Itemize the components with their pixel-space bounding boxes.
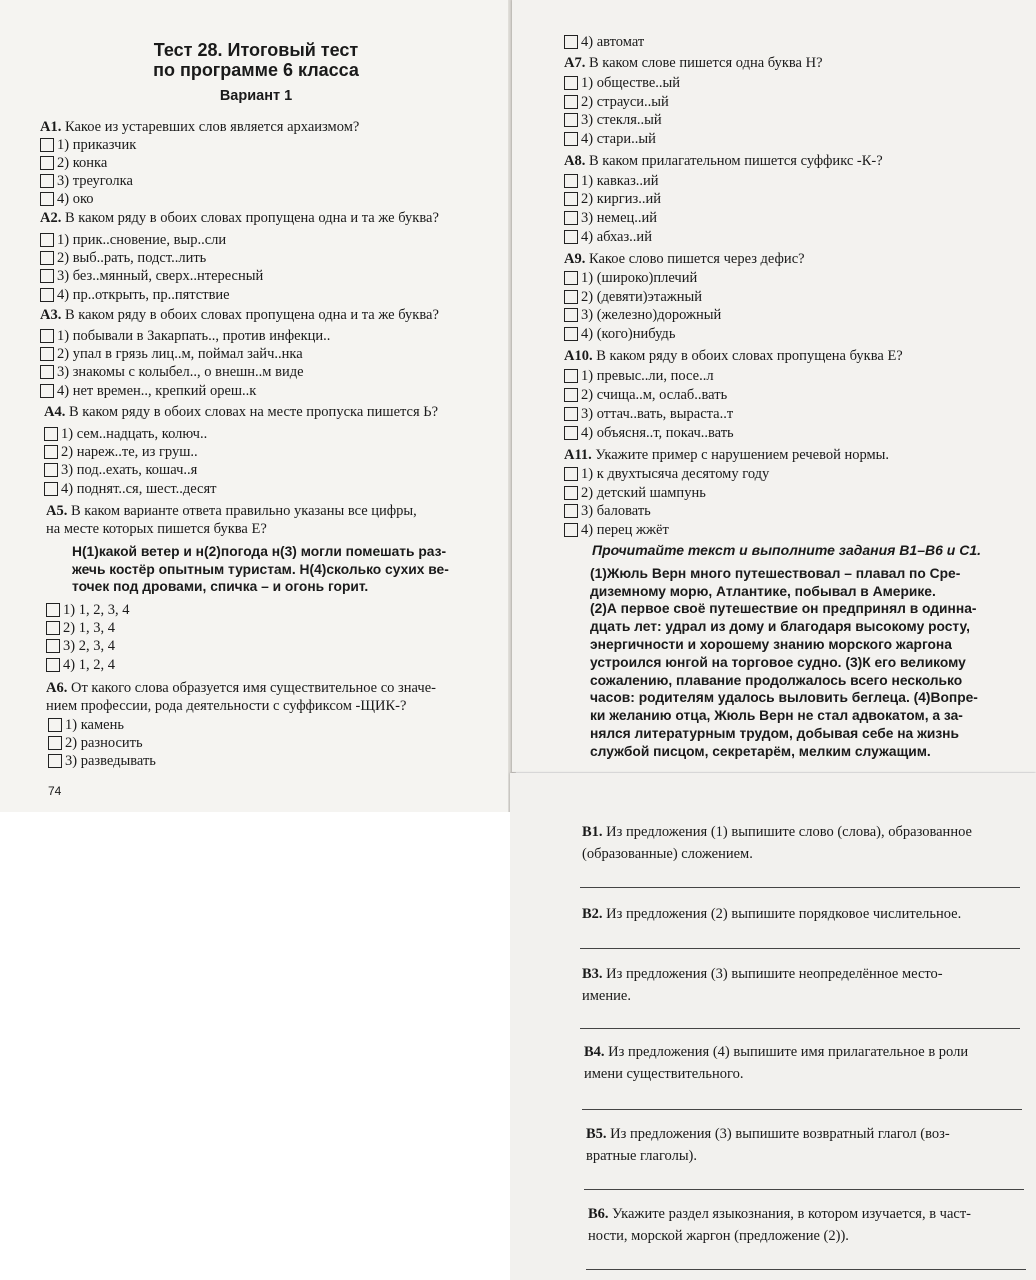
option-a2-1[interactable]: 1) прик..сновение, выр..сли <box>40 231 226 249</box>
option-a11-2[interactable]: 2) детский шампунь <box>564 484 706 502</box>
checkbox[interactable] <box>564 95 578 109</box>
question-a2: A2. В каком ряду в обоих словах пропущена одна и та же буква? <box>40 210 439 226</box>
checkbox[interactable] <box>564 211 578 225</box>
text-line-6: устроился юнгой на торговое судно. (3)К его великому <box>590 655 966 670</box>
option-a3-2[interactable]: 2) упал в грязь лиц..м, поймал зайч..нка <box>40 345 303 363</box>
answer-line-b5[interactable] <box>584 1189 1024 1190</box>
option-a4-1[interactable]: 1) сем..надцать, колюч.. <box>44 425 207 443</box>
option-a8-4[interactable]: 4) абхаз..ий <box>564 228 652 246</box>
option-a1-1[interactable]: 1) приказчик <box>40 136 136 154</box>
checkbox[interactable] <box>40 269 54 283</box>
question-a9: A9. Какое слово пишется через дефис? <box>564 251 805 267</box>
right-page <box>512 0 1036 772</box>
checkbox[interactable] <box>564 113 578 127</box>
checkbox[interactable] <box>564 407 578 421</box>
checkbox[interactable] <box>564 76 578 90</box>
option-a1-2[interactable]: 2) конка <box>40 154 107 172</box>
checkbox[interactable] <box>564 35 578 49</box>
option-a9-4[interactable]: 4) (кого)нибудь <box>564 325 675 343</box>
option-a11-3[interactable]: 3) баловать <box>564 502 651 520</box>
option-a4-4[interactable]: 4) поднят..ся, шест..десят <box>44 480 216 498</box>
question-b5: В5. Из предложения (3) выпишите возвратный глагол (воз- вратные глаголы). <box>586 1126 950 1164</box>
checkbox[interactable] <box>48 736 62 750</box>
a5-sentence-line1: Н(1)какой ветер и н(2)погода н(3) могли помешать раз- <box>72 544 447 559</box>
option-a2-4[interactable]: 4) пр..открыть, пр..пятствие <box>40 286 230 304</box>
question-a7: A7. В каком слове пишется одна буква Н? <box>564 55 823 71</box>
checkbox[interactable] <box>40 384 54 398</box>
text-line-4: дцать лет: удрал из дому и благодаря высокому росту, <box>590 619 970 634</box>
option-a11-4[interactable]: 4) перец жжёт <box>564 521 669 539</box>
option-a8-1[interactable]: 1) кавказ..ий <box>564 172 659 190</box>
text-line-3: (2)А первое своё путешествие он предпринял в одинна- <box>590 601 977 616</box>
option-a3-1[interactable]: 1) побывали в Закарпать.., против инфекци.. <box>40 327 330 345</box>
checkbox[interactable] <box>564 369 578 383</box>
checkbox[interactable] <box>564 426 578 440</box>
checkbox[interactable] <box>564 132 578 146</box>
option-a6-1[interactable]: 1) камень <box>48 716 124 734</box>
checkbox[interactable] <box>564 327 578 341</box>
checkbox[interactable] <box>564 290 578 304</box>
question-a4: A4. В каком ряду в обоих словах на месте пропуска пишется Ь? <box>44 404 439 420</box>
checkbox[interactable] <box>46 658 60 672</box>
checkbox[interactable] <box>44 427 58 441</box>
checkbox[interactable] <box>40 347 54 361</box>
option-a7-2[interactable]: 2) страуси..ый <box>564 93 669 111</box>
option-a4-2[interactable]: 2) нареж..те, из груш.. <box>44 443 198 461</box>
option-a6-4[interactable]: 4) автомат <box>564 33 644 51</box>
option-a7-3[interactable]: 3) стекля..ый <box>564 111 662 129</box>
checkbox[interactable] <box>564 486 578 500</box>
answer-line-b1[interactable] <box>580 887 1020 888</box>
left-page <box>0 0 512 812</box>
checkbox[interactable] <box>48 754 62 768</box>
checkbox[interactable] <box>48 718 62 732</box>
option-a9-2[interactable]: 2) (девяти)этажный <box>564 288 702 306</box>
text-line-7: сожалению, плавание продолжалось всего несколько <box>590 673 963 688</box>
option-a7-1[interactable]: 1) обществе..ый <box>564 74 680 92</box>
checkbox[interactable] <box>40 365 54 379</box>
option-a10-1[interactable]: 1) превыс..ли, посе..л <box>564 367 714 385</box>
question-b1: В1. Из предложения (1) выпишите слово (слова), образованное (образованные) сложением. <box>582 824 972 862</box>
page-number: 74 <box>48 784 62 798</box>
option-a9-3[interactable]: 3) (железно)дорожный <box>564 306 721 324</box>
option-a7-4[interactable]: 4) стари..ый <box>564 130 656 148</box>
question-a11: A11. Укажите пример с нарушением речевой нормы. <box>564 447 890 463</box>
empty-area <box>0 812 510 1280</box>
option-a5-3[interactable]: 3) 2, 3, 4 <box>46 637 115 655</box>
text-line-10: нялся литературным трудом, добывая себе на жизнь <box>590 726 959 741</box>
checkbox[interactable] <box>40 156 54 170</box>
checkbox[interactable] <box>40 192 54 206</box>
checkbox[interactable] <box>40 174 54 188</box>
option-a2-2[interactable]: 2) выб..рать, подст..лить <box>40 249 206 267</box>
option-a10-2[interactable]: 2) счища..м, ослаб..вать <box>564 386 727 404</box>
question-b4: В4. Из предложения (4) выпишите имя прилагательное в роли имени существительного. <box>584 1044 969 1082</box>
answer-line-b4[interactable] <box>582 1109 1022 1110</box>
checkbox[interactable] <box>40 233 54 247</box>
option-a6-2[interactable]: 2) разносить <box>48 734 143 752</box>
answer-line-b3[interactable] <box>580 1028 1020 1029</box>
option-a3-4[interactable]: 4) нет времен.., крепкий ореш..к <box>40 382 256 400</box>
option-a11-1[interactable]: 1) к двухтысяча десятому году <box>564 465 769 483</box>
checkbox[interactable] <box>44 482 58 496</box>
checkbox[interactable] <box>564 230 578 244</box>
variant-label: Вариант 1 <box>219 88 293 104</box>
checkbox[interactable] <box>564 308 578 322</box>
checkbox[interactable] <box>40 329 54 343</box>
option-a5-4[interactable]: 4) 1, 2, 4 <box>46 656 115 674</box>
question-a10: A10. В каком ряду в обоих словах пропущена буква Е? <box>564 348 903 364</box>
checkbox[interactable] <box>564 174 578 188</box>
checkbox[interactable] <box>564 388 578 402</box>
text-line-1: (1)Жюль Верн много путешествовал – плавал по Сре- <box>590 566 961 581</box>
checkbox[interactable] <box>564 271 578 285</box>
question-a3: A3. В каком ряду в обоих словах пропущена одна и та же буква? <box>40 307 439 323</box>
option-a9-1[interactable]: 1) (широко)плечий <box>564 269 697 287</box>
text-line-8: часов: родителям удалось выловить беглеца. (4)Вопре- <box>590 690 978 705</box>
checkbox[interactable] <box>44 445 58 459</box>
question-b3: В3. Из предложения (3) выпишите неопределённое место- имение. <box>582 966 943 1004</box>
checkbox[interactable] <box>46 603 60 617</box>
question-a5-cont: на месте которых пишется буква Е? <box>46 521 267 537</box>
option-a5-2[interactable]: 2) 1, 3, 4 <box>46 619 115 637</box>
option-a1-4[interactable]: 4) око <box>40 190 94 208</box>
option-a2-3[interactable]: 3) без..мянный, сверх..нтересный <box>40 267 263 285</box>
test-title: Тест 28. Итоговый тест <box>153 40 359 60</box>
test-subtitle: по программе 6 класса <box>153 60 359 80</box>
checkbox[interactable] <box>46 621 60 635</box>
checkbox[interactable] <box>564 192 578 206</box>
question-a6: A6. От какого слова образуется имя существительное со значе- <box>46 680 436 696</box>
checkbox[interactable] <box>40 288 54 302</box>
option-a6-3[interactable]: 3) разведывать <box>48 752 156 770</box>
a5-sentence-line3: точек под дровами, спичка – и огонь горит. <box>72 579 369 594</box>
option-a3-3[interactable]: 3) знакомы с колыбел.., о внешн..м виде <box>40 363 304 381</box>
checkbox[interactable] <box>564 504 578 518</box>
text-line-5: энергичности и хорошему знанию морского жаргона <box>590 637 952 652</box>
option-a4-3[interactable]: 3) под..ехать, кошач..я <box>44 461 197 479</box>
checkbox[interactable] <box>564 523 578 537</box>
answer-line-b6[interactable] <box>586 1269 1026 1270</box>
option-a8-3[interactable]: 3) немец..ий <box>564 209 657 227</box>
question-b2: В2. Из предложения (2) выпишите порядковое числительное. <box>582 906 962 922</box>
a5-sentence-line2: жечь костёр опытным туристам. Н(4)сколько сухих ве- <box>72 562 449 577</box>
question-a1: A1. Какое из устаревших слов является архаизмом? <box>40 119 360 135</box>
question-a8: A8. В каком прилагательном пишется суффикс -К-? <box>564 153 883 169</box>
option-a1-3[interactable]: 3) треуголка <box>40 172 133 190</box>
checkbox[interactable] <box>40 251 54 265</box>
checkbox[interactable] <box>40 138 54 152</box>
checkbox[interactable] <box>44 463 58 477</box>
option-a8-2[interactable]: 2) киргиз..ий <box>564 190 661 208</box>
text-line-9: ки желанию отца, Жюль Верн не стал адвокатом, а за- <box>590 708 963 723</box>
answer-line-b2[interactable] <box>580 948 1020 949</box>
reading-instruction: Прочитайте текст и выполните задания В1–В6 и С1. <box>592 542 982 558</box>
checkbox[interactable] <box>564 467 578 481</box>
checkbox[interactable] <box>46 639 60 653</box>
option-a10-3[interactable]: 3) оттач..вать, выраста..т <box>564 405 733 423</box>
option-a5-1[interactable]: 1) 1, 2, 3, 4 <box>46 601 129 619</box>
text-line-2: диземному морю, Атлантике, побывал в Америке. <box>590 584 936 599</box>
question-a6-cont: нием профессии, рода деятельности с суффиксом -ЩИК-? <box>46 698 407 714</box>
text-line-11: службой писцом, секретарём, мелким служащим. <box>590 744 931 759</box>
bottom-page <box>510 773 1036 1280</box>
question-a5: A5. В каком варианте ответа правильно указаны все цифры, <box>46 503 417 519</box>
question-b6: В6. Укажите раздел языкознания, в котором изучается, в част- ности, морской жаргон (предложение (2)). <box>588 1206 972 1244</box>
option-a10-4[interactable]: 4) объясня..т, покач..вать <box>564 424 734 442</box>
